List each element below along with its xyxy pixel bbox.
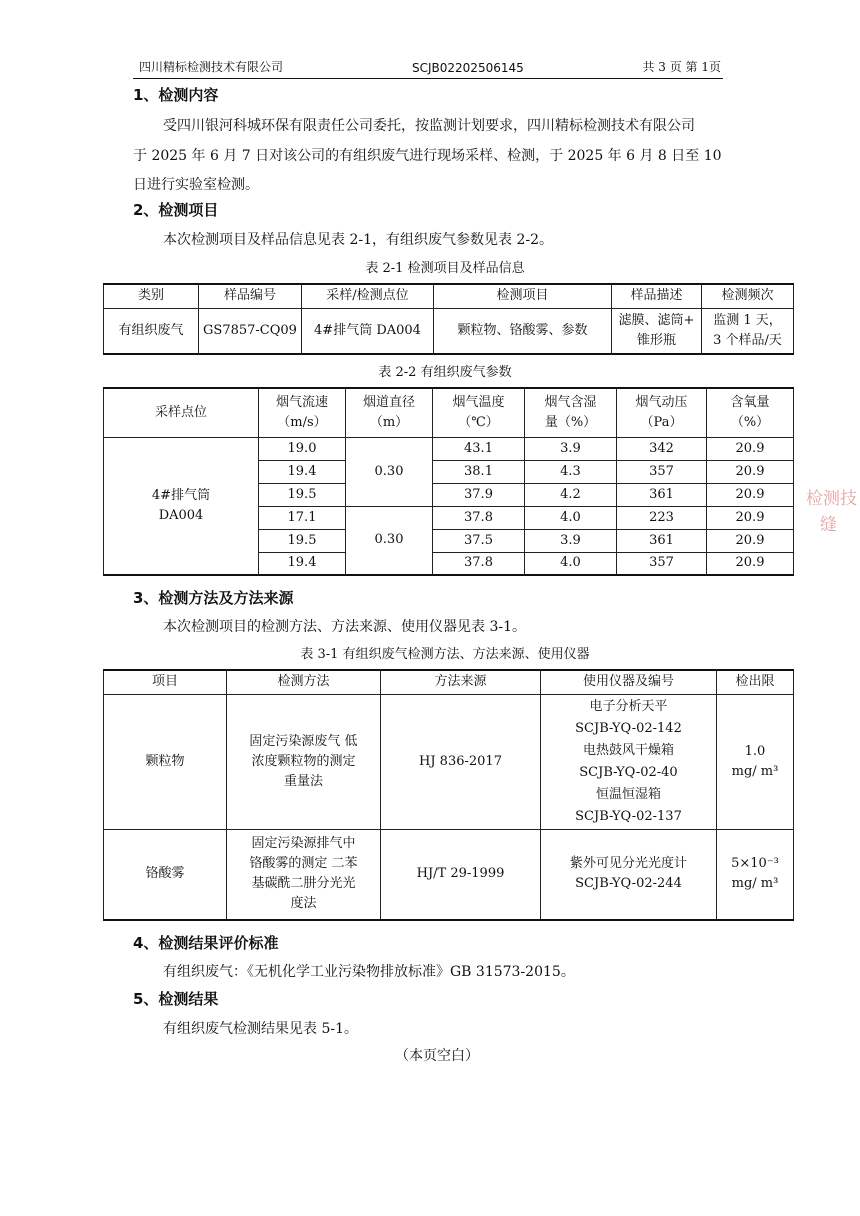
header-test-item: 检测项目: [434, 284, 612, 308]
cell-oxygen: 20.9: [707, 460, 794, 483]
company-name: 四川精标检测技术有限公司: [139, 60, 284, 74]
section-4-title: 4、检测结果评价标准: [133, 934, 279, 952]
header-source: 方法来源: [381, 670, 541, 694]
moist-l1: 烟气含湿: [544, 394, 597, 410]
header-category: 类别: [104, 284, 199, 308]
table-2-1: [103, 283, 794, 355]
temp-l1: 烟气温度: [452, 394, 505, 410]
cell-point: [104, 437, 259, 575]
section-1-line-3: 日进行实验室检测。: [133, 177, 259, 193]
instrument-line: SCJB-YQ-02-137: [575, 808, 682, 824]
stamp-line-1: 检测技: [806, 489, 857, 509]
limit-unit: mg/ m³: [731, 763, 779, 779]
section-1-line-2: 于 2025 年 6 月 7 日对该公司的有组织废气进行现场采样、检测，于 2025 年 6 月 8 日至 10: [133, 148, 722, 164]
cell-pressure: 357: [617, 460, 707, 483]
limit-unit: mg/ m³: [731, 876, 779, 892]
cell-oxygen: 20.9: [707, 552, 794, 575]
header-item: 项目: [104, 670, 227, 694]
desc-line-2: 锥形瓶: [636, 332, 676, 348]
section-1-line-1: 受四川银河科城环保有限责任公司委托，按监测计划要求，四川精标检测技术有限公司: [163, 118, 695, 134]
cell-flow: 19.4: [259, 552, 346, 575]
cell-moisture: 4.0: [525, 506, 617, 529]
cell-temp: 37.9: [433, 483, 525, 506]
desc-line-1: 滤膜、滤筒+: [618, 312, 695, 328]
cell-test-item: 颗粒物、铬酸雾、参数: [434, 308, 612, 354]
cell-flow: 17.1: [259, 506, 346, 529]
cell-item: 颗粒物: [104, 694, 227, 829]
cell-diameter: 0.30: [346, 437, 433, 506]
header-point: 采样点位: [104, 388, 259, 437]
instrument-line: 电热鼓风干燥箱: [582, 742, 674, 758]
page-count: 共 3 页 第 1页: [642, 60, 721, 74]
instrument-line: SCJB-YQ-02-40: [579, 764, 678, 780]
seal-stamp: [806, 486, 860, 556]
header-sample-no: 样品编号: [199, 284, 302, 308]
dia-l2: （m）: [369, 414, 409, 430]
cell-oxygen: 20.9: [707, 529, 794, 552]
report-number: SCJB02202506145: [412, 61, 524, 75]
table-2-2-caption: 表 2-2 有组织废气参数: [378, 365, 512, 380]
header-method: 检测方法: [227, 670, 381, 694]
method-line: 重量法: [283, 773, 323, 789]
cell-sample-no: GS7857-CQ09: [199, 308, 302, 354]
section-2-title: 2、检测项目: [133, 201, 219, 219]
instrument-line: SCJB-YQ-02-142: [575, 720, 682, 736]
header-sampling-point: 采样/检测点位: [302, 284, 434, 308]
section-4-line: 有组织废气：《无机化学工业污染物排放标准》GB 31573-2015。: [163, 964, 575, 980]
cell-moisture: 4.2: [525, 483, 617, 506]
cell-flow: 19.5: [259, 483, 346, 506]
header-pressure: [617, 388, 707, 437]
table-3-1: [103, 669, 794, 921]
cell-method: [227, 694, 381, 829]
cell-instrument: [541, 829, 717, 920]
cell-moisture: 3.9: [525, 437, 617, 460]
header-frequency: 检测频次: [702, 284, 794, 308]
header-sample-desc: 样品描述: [612, 284, 702, 308]
header-instrument: 使用仪器及编号: [541, 670, 717, 694]
blank-page-note: （本页空白）: [395, 1048, 479, 1064]
method-line: 铬酸雾的测定 二苯: [249, 856, 358, 872]
table-header-row: [104, 388, 794, 437]
cell-pressure: 357: [617, 552, 707, 575]
cell-limit: [717, 829, 794, 920]
section-3-title: 3、检测方法及方法来源: [133, 589, 294, 607]
header-oxygen: [707, 388, 794, 437]
section-5-line: 有组织废气检测结果见表 5-1。: [163, 1021, 358, 1037]
method-line: 度法: [290, 896, 317, 912]
section-1-title: 1、检测内容: [133, 86, 219, 104]
header-flow: [259, 388, 346, 437]
table-row: [104, 437, 794, 460]
press-l2: （Pa）: [640, 414, 683, 430]
cell-temp: 38.1: [433, 460, 525, 483]
point-l1: 4#排气筒: [151, 487, 211, 503]
limit-value: 1.0: [744, 743, 766, 759]
method-line: 固定污染源废气 低: [249, 733, 358, 749]
cell-pressure: 223: [617, 506, 707, 529]
instrument-line: 紫外可见分光光度计: [569, 856, 687, 872]
flow-l1: 烟气流速: [275, 394, 328, 410]
cell-diameter: 0.30: [346, 506, 433, 575]
moist-l2: 量（%）: [544, 414, 597, 430]
cell-temp: 37.8: [433, 552, 525, 575]
cell-flow: 19.0: [259, 437, 346, 460]
freq-line-1: 监测 1 天，: [713, 312, 782, 328]
cell-temp: 37.5: [433, 529, 525, 552]
oxy-l1: 含氧量: [730, 394, 770, 410]
cell-temp: 37.8: [433, 506, 525, 529]
point-l2: DA004: [158, 507, 204, 523]
cell-pressure: 342: [617, 437, 707, 460]
cell-flow: 19.5: [259, 529, 346, 552]
cell-category: 有组织废气: [104, 308, 199, 354]
cell-flow: 19.4: [259, 460, 346, 483]
dia-l1: 烟道直径: [362, 394, 415, 410]
method-line: 固定污染源排气中: [251, 836, 356, 852]
method-line: 浓度颗粒物的测定: [251, 753, 356, 769]
header-temp: [433, 388, 525, 437]
cell-limit: [717, 694, 794, 829]
section-3-line: 本次检测项目的检测方法、方法来源、使用仪器见表 3-1。: [163, 619, 526, 635]
cell-source: HJ/T 29-1999: [381, 829, 541, 920]
table-row: [104, 308, 794, 354]
table-2-1-caption: 表 2-1 检测项目及样品信息: [365, 261, 525, 276]
cell-oxygen: 20.9: [707, 437, 794, 460]
table-header-row: [104, 284, 794, 308]
cell-item: 铬酸雾: [104, 829, 227, 920]
freq-line-2: 3 个样品/天: [713, 332, 782, 348]
method-line: 基碳酰二肼分光光: [251, 876, 356, 892]
table-3-1-caption: 表 3-1 有组织废气检测方法、方法来源、使用仪器: [300, 647, 590, 662]
section-5-title: 5、检测结果: [133, 990, 219, 1008]
cell-method: [227, 829, 381, 920]
instrument-line: 电子分析天平: [589, 698, 668, 714]
cell-oxygen: 20.9: [707, 483, 794, 506]
cell-moisture: 4.0: [525, 552, 617, 575]
flow-l2: （m/s）: [277, 414, 327, 430]
table-header-row: [104, 670, 794, 694]
table-row: [104, 829, 794, 920]
header-moisture: [525, 388, 617, 437]
cell-moisture: 4.3: [525, 460, 617, 483]
stamp-line-2: 缝: [820, 515, 837, 535]
oxy-l2: （%）: [730, 414, 770, 430]
instrument-line: SCJB-YQ-02-244: [575, 876, 682, 892]
cell-pressure: 361: [617, 483, 707, 506]
section-2-line: 本次检测项目及样品信息见表 2-1，有组织废气参数见表 2-2。: [163, 232, 553, 248]
header-limit: 检出限: [717, 670, 794, 694]
cell-sample-desc: [612, 308, 702, 354]
press-l1: 烟气动压: [635, 394, 688, 410]
limit-value: 5×10⁻³: [731, 856, 779, 872]
table-2-2: [103, 387, 794, 576]
page-header: [133, 58, 723, 79]
cell-oxygen: 20.9: [707, 506, 794, 529]
temp-l2: （℃）: [458, 414, 499, 430]
header-diameter: [346, 388, 433, 437]
cell-source: HJ 836-2017: [381, 694, 541, 829]
cell-sampling-point: 4#排气筒 DA004: [302, 308, 434, 354]
cell-frequency: [702, 308, 794, 354]
cell-pressure: 361: [617, 529, 707, 552]
table-row: [104, 694, 794, 829]
cell-moisture: 3.9: [525, 529, 617, 552]
instrument-line: 恒温恒湿箱: [595, 786, 661, 802]
cell-temp: 43.1: [433, 437, 525, 460]
cell-instrument: [541, 694, 717, 829]
